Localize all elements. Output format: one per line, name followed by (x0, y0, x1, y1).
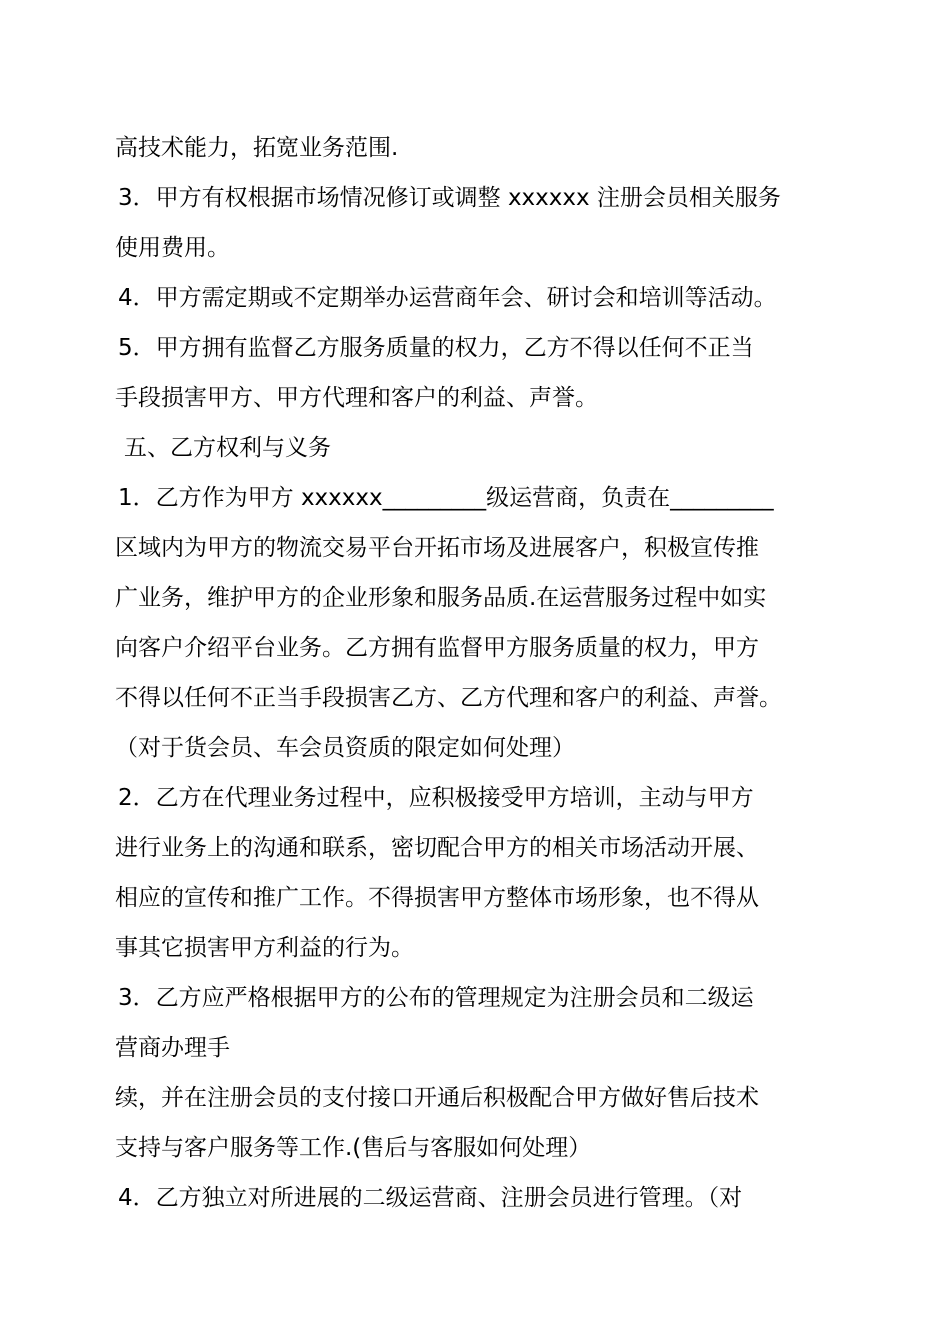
text-line: 手段损害甲方、甲方代理和客户的利益、声誉。 (115, 385, 598, 411)
text-line: 续，并在注册会员的支付接口开通后积极配合甲方做好售后技术 (115, 1085, 759, 1111)
text-line: 支持与客户服务等工作.(售后与客服如何处理） (115, 1135, 592, 1161)
text-line: 向客户介绍平台业务。乙方拥有监督甲方服务质量的权力，甲方 (115, 635, 759, 661)
text-line: 事其它损害甲方利益的行为。 (115, 935, 414, 961)
text-line: 4．甲方需定期或不定期举办运营商年会、研讨会和培训等活动。 (118, 285, 777, 311)
text-line: 进行业务上的沟通和联系，密切配合甲方的相关市场活动开展、 (115, 835, 759, 861)
section-heading: 五、乙方权利与义务 (124, 435, 331, 461)
text-line: 1．乙方作为甲方 xxxxxx_________级运营商，负责在_________ (118, 485, 774, 511)
text-line: 4．乙方独立对所进展的二级运营商、注册会员进行管理。（对 (118, 1185, 743, 1211)
text-line: 使用费用。 (115, 235, 230, 261)
text-line: 区域内为甲方的物流交易平台开拓市场及进展客户，积极宣传推 (115, 535, 759, 561)
text-line: 相应的宣传和推广工作。不得损害甲方整体市场形象，也不得从 (115, 885, 759, 911)
text-line: 2．乙方在代理业务过程中，应积极接受甲方培训，主动与甲方 (118, 785, 754, 811)
text-line: 不得以任何不正当手段损害乙方、乙方代理和客户的利益、声誉。 (115, 685, 782, 711)
text-line: （对于货会员、车会员资质的限定如何处理） (115, 735, 575, 761)
text-line: 3．甲方有权根据市场情况修订或调整 xxxxxx 注册会员相关服务 (118, 185, 781, 211)
text-line: 5．甲方拥有监督乙方服务质量的权力，乙方不得以任何不正当 (118, 335, 754, 361)
text-line: 高技术能力，拓宽业务范围. (115, 135, 399, 161)
text-line: 3．乙方应严格根据甲方的公布的管理规定为注册会员和二级运 (118, 985, 754, 1011)
text-line: 广业务，维护甲方的企业形象和服务品质.在运营服务过程中如实 (115, 585, 767, 611)
text-line: 营商办理手 (115, 1035, 230, 1061)
